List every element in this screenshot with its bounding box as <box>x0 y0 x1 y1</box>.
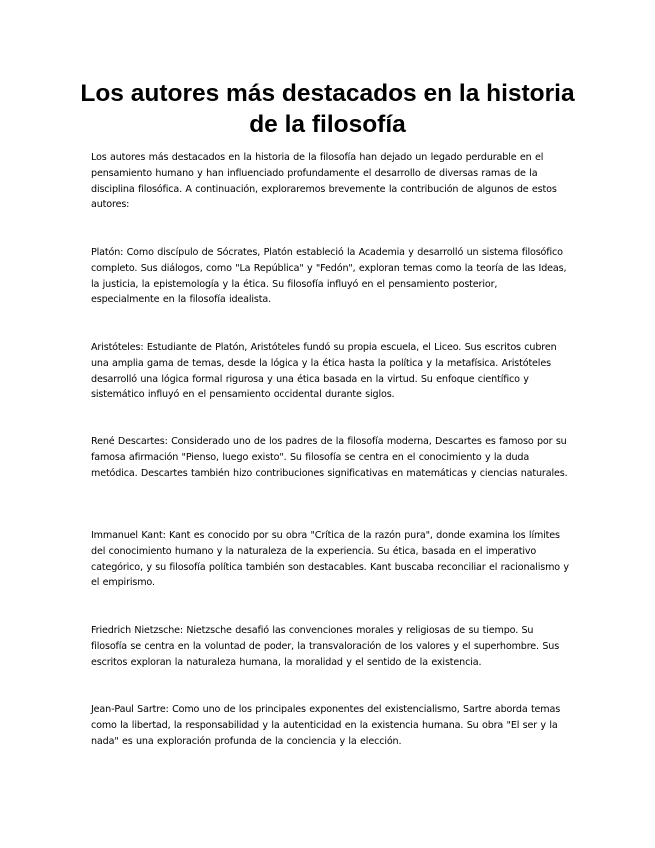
paragraph-intro: Los autores más destacados en la historia de la filosofía han dejado un legado perdurable en el pensamiento humano y han influenciado profundamente el desarrollo de diversas ramas de la disciplina filosófica. A continuación, exploraremos brevemente la contribución de algunos de estos autores: <box>91 152 557 211</box>
paragraph-platon: Platón: Como discípulo de Sócrates, Platón estableció la Academia y desarrolló un sistema filosófico completo. Sus diálogos, como "La República" y "Fedón", exploran temas como la teoría de las Ideas, la justicia, la epistemología y la ética. Su filosofía influyó en el pensamiento posterior, especialmente en la filosofía idealista. <box>91 247 567 306</box>
paragraph-nietzsche: Friedrich Nietzsche: Nietzsche desafió las convenciones morales y religiosas de su tiempo. Su filosofía se centra en la voluntad de poder, la transvaloración de los valores y el superhombre. Sus escritos exploran la naturaleza humana, la moralidad y el sentido de la existencia. <box>91 625 560 668</box>
paragraph-sartre: Jean-Paul Sartre: Como uno de los principales exponentes del existencialismo, Sartre aborda temas como la libertad, la responsabilidad y la autenticidad en la existencia humana. Su obra "El ser y la nada" es una exploración profunda de la conciencia y la elección. <box>91 704 561 747</box>
paragraph-aristoteles: Aristóteles: Estudiante de Platón, Aristóteles fundó su propia escuela, el Liceo. Sus escritos cubren una amplia gama de temas, desde la lógica y la ética hasta la política y la metafísica. Aristóteles desarrolló una lógica formal rigurosa y una ética basada en la virtud. Su enfoque científico y sistemático influyó en el pensamiento occidental durante siglos. <box>91 342 557 401</box>
page-title: Los autores más destacados en la historia de la filosofía <box>80 80 575 138</box>
paragraph-kant: Immanuel Kant: Kant es conocido por su obra "Crítica de la razón pura", donde examina los límites del conocimiento humano y la naturaleza de la experiencia. Su ética, basada en el imperativo categórico, y su filosofía política también son destacables. Kant buscaba reconciliar el racionalismo y el empirismo. <box>91 530 569 589</box>
paragraph-descartes: René Descartes: Considerado uno de los padres de la filosofía moderna, Descartes es famoso por su famosa afirmación "Pienso, luego existo". Su filosofía se centra en el conocimiento y la duda metódica. Descartes también hizo contribuciones significativas en matemáticas y ciencias naturales. <box>91 436 568 479</box>
